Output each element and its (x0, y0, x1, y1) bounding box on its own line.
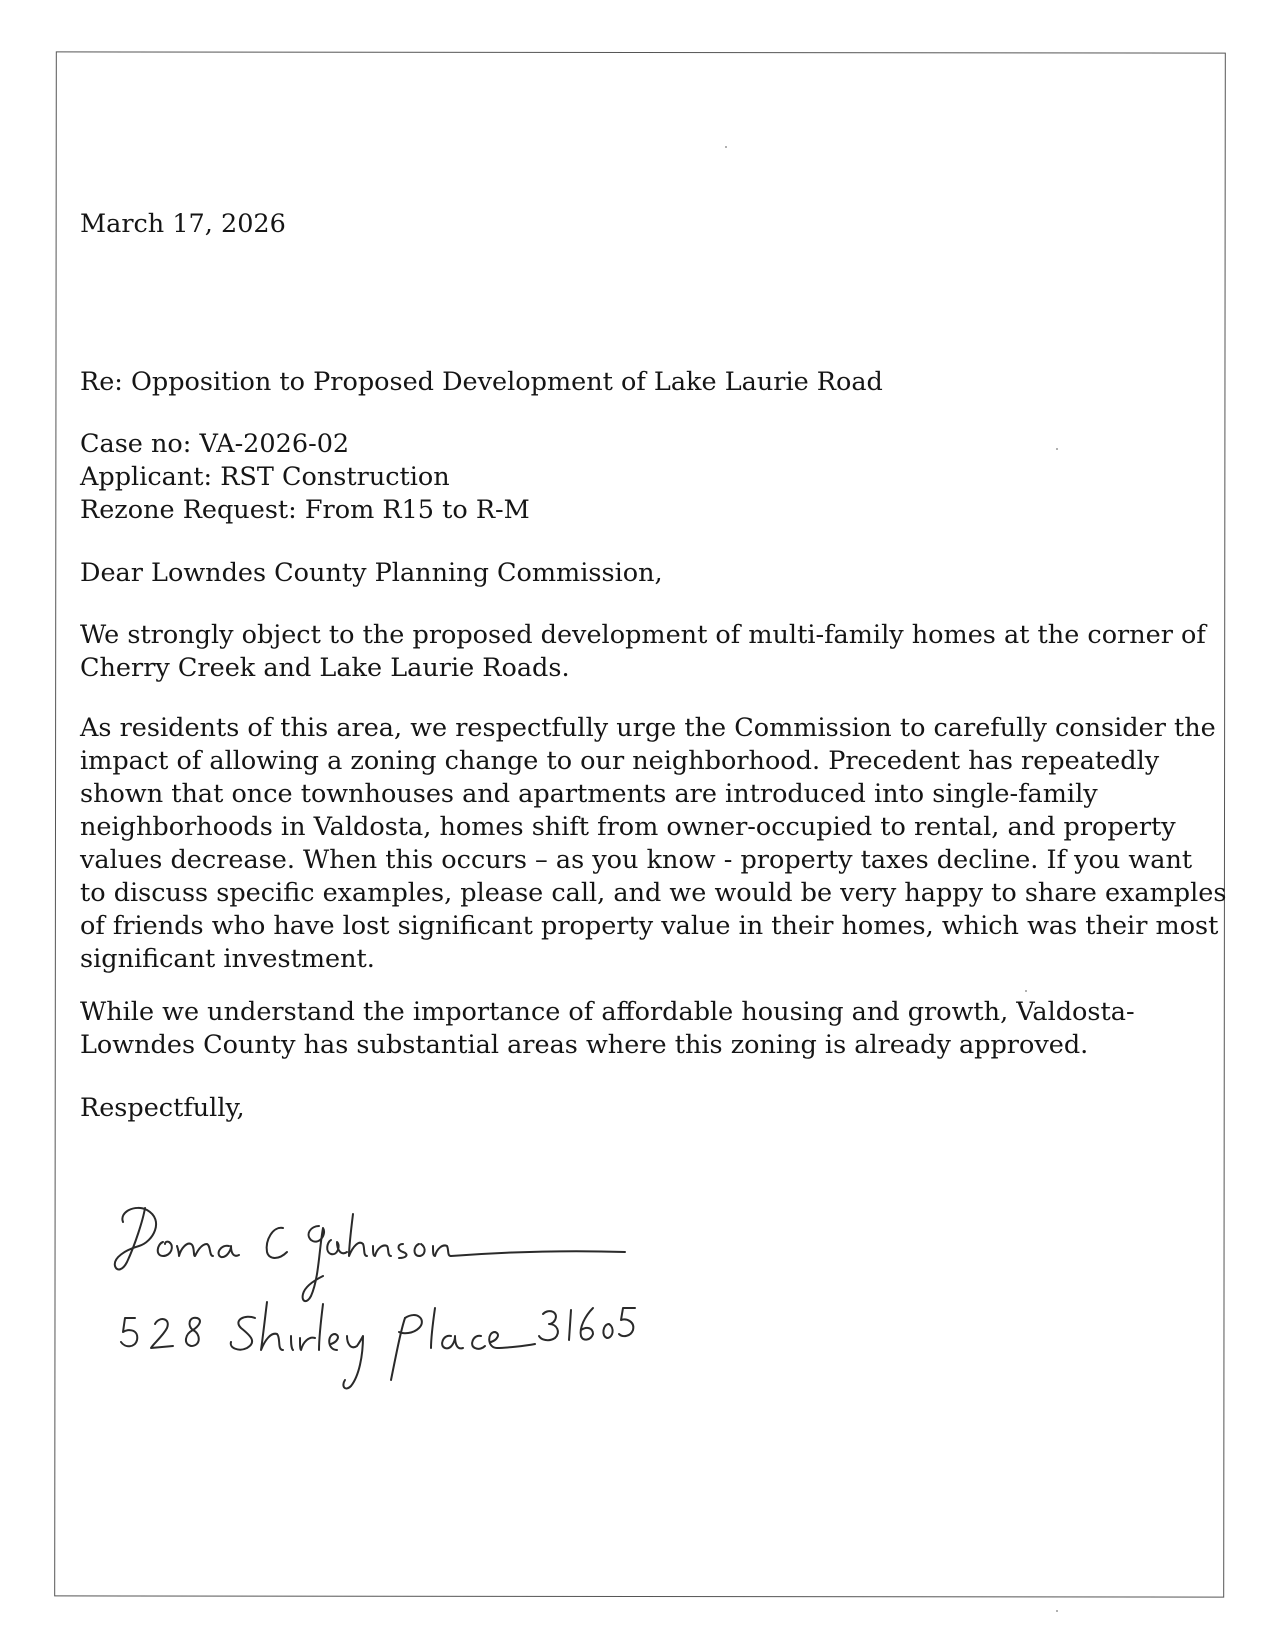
paragraph-1-line: Cherry Creek and Lake Laurie Roads. (80, 653, 570, 683)
handwritten-signature (105, 1200, 705, 1410)
paragraph-2-line: significant investment. (80, 944, 375, 974)
applicant: Applicant: RST Construction (80, 462, 450, 492)
paragraph-2-line: As residents of this area, we respectfully urge the Commission to carefully consider the (80, 713, 1216, 743)
paragraph-3 (80, 996, 1210, 1062)
paragraph-2 (80, 712, 1227, 976)
salutation: Dear Lowndes County Planning Commission, (80, 558, 663, 588)
paragraph-3-line: Lowndes County has substantial areas where this zoning is already approved. (80, 1030, 1089, 1060)
paragraph-2-line: to discuss specific examples, please call, and we would be very happy to share examples (80, 878, 1227, 908)
paragraph-2-line: of friends who have lost significant property value in their homes, which was their most (80, 911, 1219, 941)
paragraph-3-line: While we understand the importance of affordable housing and growth, Valdosta- (80, 997, 1135, 1027)
case-block (80, 428, 1210, 527)
scan-speck (1025, 990, 1027, 992)
paragraph-2-line: values decrease. When this occurs – as you know - property taxes decline. If you want (80, 845, 1193, 875)
scan-speck (725, 146, 727, 148)
scan-speck (1056, 448, 1058, 450)
closing: Respectfully, (80, 1093, 245, 1123)
paragraph-2-line: impact of allowing a zoning change to our neighborhood. Precedent has repeatedly (80, 746, 1160, 776)
paragraph-2-line: neighborhoods in Valdosta, homes shift from owner-occupied to rental, and property (80, 812, 1176, 842)
letter-date: March 17, 2026 (80, 209, 286, 239)
paragraph-1 (80, 619, 1210, 685)
rezone-request: Rezone Request: From R15 to R-M (80, 495, 530, 525)
case-number: Case no: VA-2026-02 (80, 429, 350, 459)
re-line: Re: Opposition to Proposed Development of Lake Laurie Road (80, 367, 883, 397)
scan-speck (1056, 1610, 1058, 1612)
paragraph-1-line: We strongly object to the proposed development of multi-family homes at the corner of (80, 620, 1206, 650)
paragraph-2-line: shown that once townhouses and apartments are introduced into single-family (80, 779, 1098, 809)
signature-drawing (105, 1200, 705, 1410)
